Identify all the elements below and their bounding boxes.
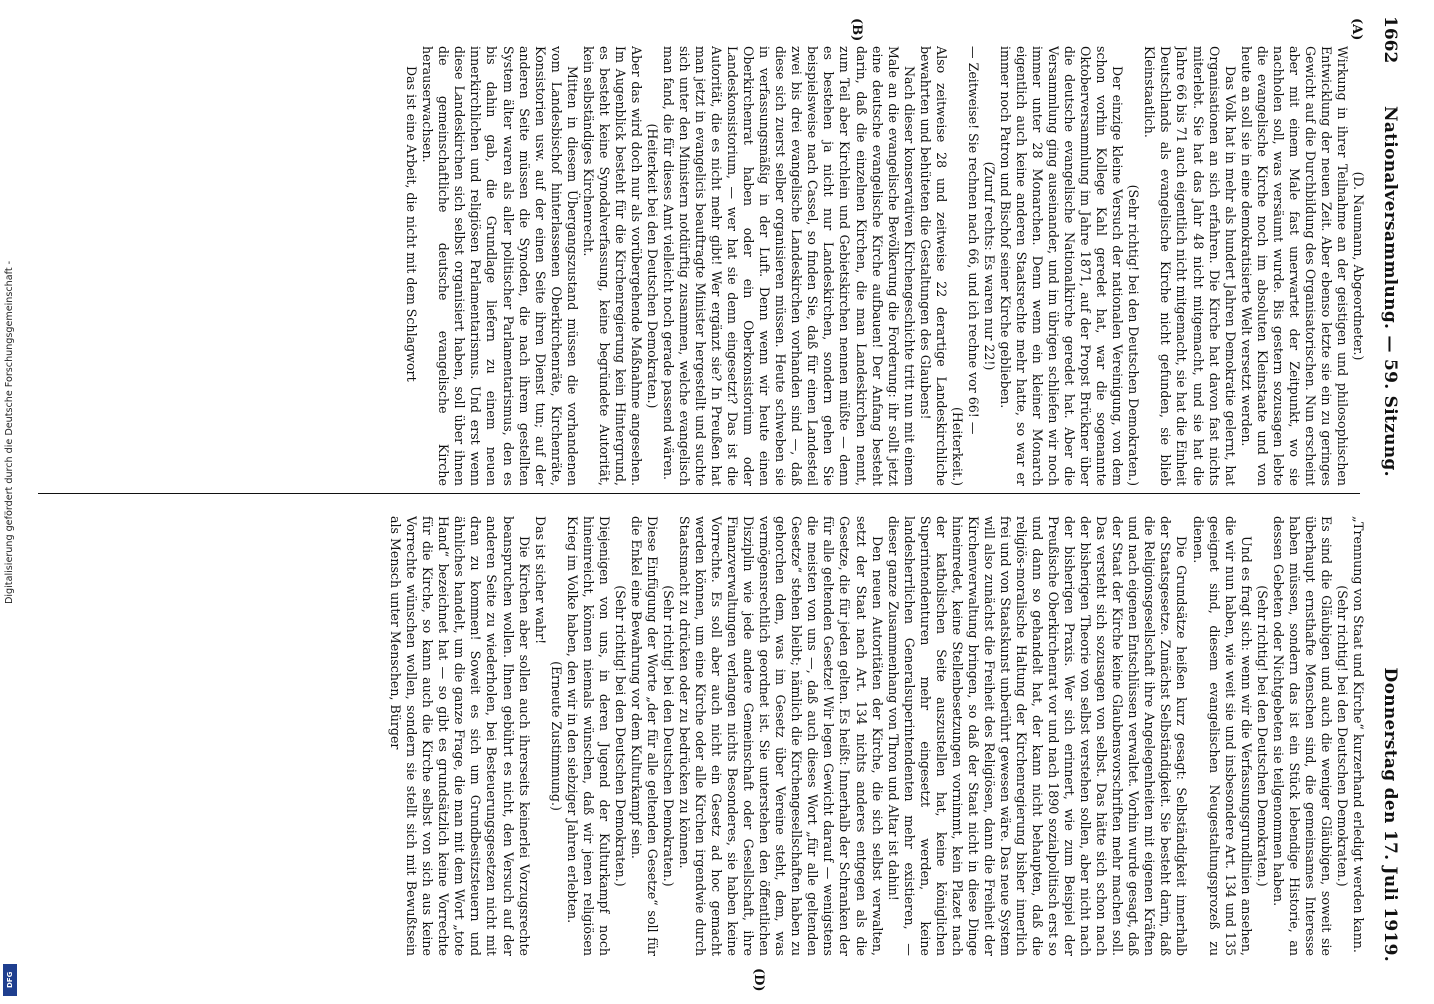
page-number: 1662 — [1380, 16, 1400, 64]
digitization-credit: Digitalisierung gefördert durch die Deutsche Forschungsgemeinschaft - — [4, 260, 15, 604]
interjection: (Heiterkeit.) — [949, 407, 965, 486]
interjection: (Heiterkeit bei den Deutschen Demokraten.) — [644, 123, 660, 409]
paragraph: Den neuen Autoritäten der Kirche, die sich selbst verwalten, setzt der Staat nach Art. 134 nichts anderes entgegen als die Gesetze, die für jeden gelten. Es heißt: Innerhalb der Schranken der für alle geltenden Gesetze! Wir legen Gewicht darauf — wenigstens die meisten von uns —, daß auch dieses Wort „für alle geltenden Gesetze“ stehen bleibt; nämlich die Kirchengesellschaften haben zu gehorchen dem, was im Gesetz über Vereine steht, dem, was vermögensrechtlich geordnet ist. Sie unterstehen den öffentlichen Disziplin wie jede andere Gemeinschaft oder Gesellschaft, ihre Finanzverwaltungen verlangen nichts Besonderes, sie haben keine Vorrechte. Es soll aber auch nicht ein Gesetz ad hoc gemacht werden können, um eine Kirche oder alle Kirchen irgendwie durch Staatsmacht zu drücken oder zu bedrücken zu können. — [677, 516, 885, 956]
rotated-document-page — [28, 4, 1412, 1004]
paragraph: „Trennung von Staat und Kirche“ kurzerhand erledigt werden kann. — [1351, 516, 1366, 953]
interjection: (Sehr richtig! bei den Deutschen Demokraten.) — [612, 585, 628, 887]
margin-marker-d: (D) — [751, 968, 766, 992]
paragraph: Diejenigen von uns, in deren Jugend der Kulturkampf noch hineinreicht, können niemals wünschen, daß wir jenen religiösen Krieg im Volke haben, den wir in den siebziger Jahren erlebten. — [564, 516, 612, 956]
paragraph: Also zeitweise 28 und zeitweise 22 derartige Landeskirchliche bewahrten und behüteten die Gestaltungen des Glaubens! — [917, 46, 949, 486]
interjection: (Sehr richtig! bei den Deutschen Demokraten.) — [1254, 585, 1270, 887]
paragraph: Die Kirchen aber sollen auch ihrerseits keinerlei Vorzugsrechte beanspruchen wollen. Ihnen gebührt es nicht, den Versuch auf der anderen Seite zu wiederholen, bei Besteuerungsgesetzen nicht mit dran zu kommen! Soweit es sich um Grundbesitzsteuern und ähnliches handelt, um die ganze Frage, die man mit dem Wort „tote Hand“ bezeichnet hat — so gibt es grundsätzlich keine Vorrechte für die Kirche, so kann auch die Kirche selbst von sich aus keine Vorrechte wünschen wollen, sondern sie stellt sich mit Bewußtsein als Mensch unter Menschen, Bürger — [388, 516, 532, 956]
paragraph: Es sind die Gläubigen und auch die weniger Gläubigen, soweit sie überhaupt ernsthafte Menschen sind, die gemeinsames Interesse haben müssen, sondern das ist ein Stück lebendige Historie, an dessen Gebeten oder Nichtgebeten sie teilgenommen haben. — [1270, 516, 1334, 956]
column-divider — [38, 493, 1360, 494]
paragraph: Und es fragt sich: wenn wir die Verfassungsgrundlinien ansehen, die wir nun haben, wie weit sie und insbesondere Art. 134 und 135 geeignet sind, diesem evangelischen Neugestaltungsprozeß zu dienen. — [1190, 516, 1254, 956]
interjection: (Zuruf rechts: Es waren nur 22!) — [981, 161, 997, 371]
paragraph: Nach dieser konservativen Kirchengeschichte tritt nun mit einem Male an die evangelische Bevölkerung die Forderung: ihr sollt jetzt eine deutsche evangelische Kirche aufbauen! Der Anfang besteht darin, daß die einzelnen Kirchen, die man Landeskirchen nennt, zum Teil aber Kirchlein und Gebietskirchen nennen müßte — denn es bestehen ja nicht nur Landeskirchen, sondern gehen Sie beispielsweise nach Cassel, so finden Sie, daß für einen Landesteil zwei bis drei evangelische Landeskirchen vorhanden sind —, daß diese sich zuerst selber organisieren müssen. Heute schweben sie in verfassungsmäßig in der Luft. Denn wenn wir heute einen Oberkirchenrat haben oder ein Oberkonsistorium oder Landeskonsistorium, — wer hat sie denn eingesetzt? Das ist die Autorität, die es nicht mehr gibt! Wer ergänzt sie? In Preußen hat man jetzt in evangelicis beauftragte Minister hergestellt und suchte sich unter den Ministern notdürftig zusammen, welche evangelisch man fand, die für dieses Amt vielleicht noch gerade passend wären. — [660, 46, 917, 486]
header-title: Nationalversammlung. — 59. Sitzung. — [1380, 106, 1400, 477]
margin-marker-b: (B) — [849, 18, 864, 42]
paragraph: Diese Einfügung der Worte „der für alle geltenden Gesetze“ soll für die Enkel eine Bewahrung vor dem Kulturkampf sein. — [628, 516, 660, 956]
paragraph: Mitten in diesem Übergangszustand müssen die vorhandenen vom Landesbischof hinterlassenen Oberkirchenräte, Kirchenräte, Konsistorien usw. auf der einen Seite ihren Dienst tun; auf der anderen Seite müssen die Synoden, die nach ihrem gestellten System älter waren als aller politischer Parlamentarismus, den es bis dahin gab, die Grundlage liefern zu einem neuen innerkirchlichen und religiösen Parlamentarismus. Und erst wenn diese Landeskirchen sich selbst organisiert haben, soll über ihnen die gemeinschaftliche deutsche evangelische Kirche herauserwachsen. — [420, 46, 580, 486]
left-text-column — [38, 46, 1366, 486]
paragraph: Das ist sicher wahr! — [532, 516, 548, 645]
dfg-logo: DFG — [3, 964, 17, 996]
paragraph: Die Grundsätze heißen kurz gesagt: Selbständigkeit innerhalb der Staatsgesetze. Zunächst Selbständigkeit. Sie besteht darin, daß die Religionsgesellschaft ihre Angelegenheiten mit eigenen Kräften und nach eigenen Entschlüssen verwaltet. Vorhin wurde gesagt, daß der Staat der Kirche keine Glaubensvorschriften mehr machen soll. Das versteht sich sozusagen von selbst. Das hätte sich schon nach der bisherigen Theorie von selbst verstehen sollen, aber nicht nach der bisherigen Praxis. Wer sich erinnert, wie zum Beispiel der Preußische Oberkirchenrat vor und nach 1890 sozialpolitisch erst so und dann so gehandelt hat, der kann nicht behaupten, daß die religiös-moralische Haltung der Kirchenregierung bisher innerlich frei und von Staatskunst unberührt gewesen wäre. Das neue System will also zunächst die Freiheit des Religiösen, dann die Freiheit der Kirchenverwaltung bringen, so daß der Staat nicht in diese Dinge hineinredet, keine Stellenbesetzungen vornimmt, kein Plazet nach der katholischen Seite auszustellen hat, keine königlichen Superintendenturen mehr eingesetzt werden, keine landesherrlichen Generalsuperintendenten mehr existieren, — dieser ganze Zusammenhang von Thron und Altar ist dahin! — [885, 516, 1190, 956]
paragraph: Das Volk hat in mehr als hundert Jahren Demokratie gelernt, hat Organisationen an sich erfahren. Die Kirche hat davon fast nichts miterlebt. Sie hat das Jahr 48 nicht mitgemacht, und sie hat die Jahre 66 bis 71 auch eigentlich nicht mitgemacht, sie hat die Einheit Deutschlands als evangelische Kirche nicht gefunden, sie blieb Kleinstaatlich. — [1142, 46, 1238, 486]
paragraph: Das ist eine Arbeit, die nicht mit dem Schlagwort — [404, 66, 420, 382]
interjection: (Sehr richtig! bei den Deutschen Demokraten.) — [660, 585, 676, 887]
right-text-column — [38, 516, 1366, 956]
page-header — [1374, 16, 1404, 992]
speaker-label: (D. Naumann, Abgeordneter.) — [1351, 171, 1366, 361]
margin-marker-a: (A) — [1349, 18, 1364, 41]
interjection: (Sehr richtig! bei den Deutschen Demokraten.) — [1334, 585, 1350, 887]
paragraph: Der einzige kleine Versuch der nationalen Vereinigung, von dem schon vorhin Kollege Kahl geredet hat, war die sogenannte Oktoberversammlung im Jahre 1871, auf der Propst Brückner über die deutsche evangelische Nationalkirche geredet hat. Aber die Versammlung ging auseinander, und im übrigen schliefen wir noch immer unter 28 Monarchen. Denn wenn ein kleiner Monarch eigentlich auch keine anderen Staatsrechte mehr hatte, so war er immer noch Patron und Bischof seiner Kirche geblieben. — [997, 46, 1126, 486]
paragraph: — Zeitweise! Sie rechnen nach 66, und ich rechne vor 66! — — [965, 46, 981, 435]
interjection: (Sehr richtig! bei den Deutschen Demokraten.) — [1126, 184, 1142, 486]
paragraph: Aber das wird doch nur als vorübergehende Maßnahme angesehen. Im Augenblick besteht für die Kirchenregierung kein Hintergrund, es besteht keine Synodalverfassung, keine begründete Autorität, kein selbständiges Kirchenrecht. — [580, 46, 644, 486]
paragraph: Wirkung in ihrer Teilnahme an der geistigen und philosophischen Entwicklung der neuen Zeit. Aber ebenso letzte sie ein zu geringes Gewicht auf die Durchbildung des Organisatorischen. Nun erscheint aber mit einem Male fast unerwartet der Zeitpunkt, wo sie nachholen soll, was versäumt wurde. Bis gestern sozusagen lebte die evangelische Kirche noch im absoluten Kleinstaate und von heute an soll sie in eine demokratisierte Welt versetzt werden. — [1238, 46, 1350, 486]
interjection: (Erneute Zustimmung.) — [548, 661, 564, 811]
header-date: Donnerstag den 17. Juli 1919. — [1380, 667, 1400, 962]
